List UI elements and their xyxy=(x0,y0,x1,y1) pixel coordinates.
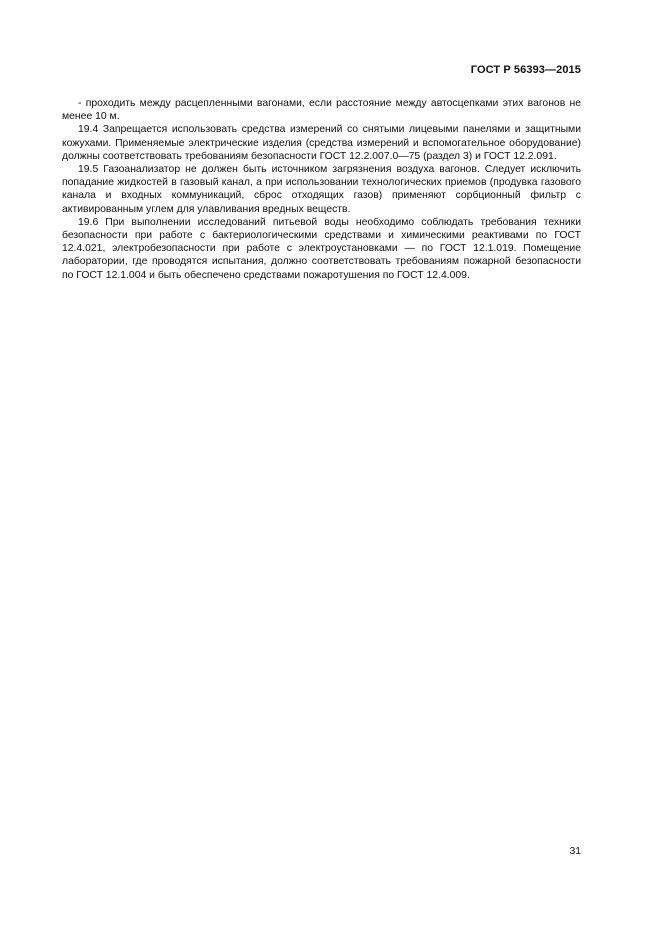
page-number: 31 xyxy=(569,846,581,857)
document-body xyxy=(62,97,581,282)
paragraph-item-passing-rule: - проходить между расцепленными вагонами, если расстояние между автосцепками этих вагонов не менее 10 м. xyxy=(62,98,581,123)
document-code-header: ГОСТ Р 56393—2015 xyxy=(470,64,581,76)
paragraph-19-6: 19.6 При выполнении исследований питьевой воды необходимо соблюдать требования техники безопасности при работе с бактериологическими средствами и химическими реактивами по ГОСТ 12.4.021, электробезопасности при работе с электроустановками — по ГОСТ 12.1.019. Помещение лаборатории, где проводятся испытания, должно соответствовать требованиям пожарной безопасности по ГОСТ 12.1.004 и быть обеспечено средствами пожаротушения по ГОСТ 12.4.009. xyxy=(62,216,581,281)
paragraph-19-4: 19.4 Запрещается использовать средства измерений со снятыми лицевыми панелями и защитными кожухами. Применяемые электрические изделия (средства измерений и вспомогательное оборудование) должны соответствовать требованиям безопасности ГОСТ 12.2.007.0—75 (раздел 3) и ГОСТ 12.2.091. xyxy=(62,124,581,162)
paragraph-19-5: 19.5 Газоанализатор не должен быть источником загрязнения воздуха вагонов. Следует исключить попадание жидкостей в газовый канал, а при использовании технологических приемов (продувка газового канала и входных коммуникаций, сброс отходящих газов) применяют сорбционный фильтр с активированным углем для улавливания вредных веществ. xyxy=(62,164,581,215)
